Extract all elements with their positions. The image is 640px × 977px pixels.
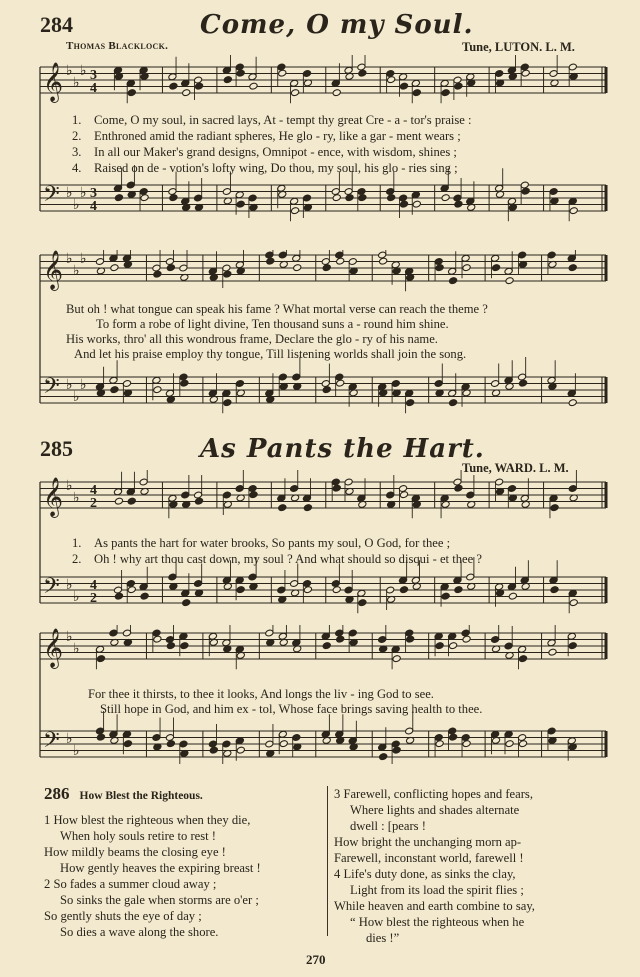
svg-text:♭: ♭ — [66, 377, 73, 393]
continuation-line: For thee it thirsts, to thee it looks, And longs the liv - ing God to see. — [88, 687, 434, 701]
svg-text:4: 4 — [90, 199, 97, 214]
continuation-285 — [88, 687, 482, 717]
hymn-title-286: How Blest the Righteous. — [79, 790, 203, 802]
svg-text:𝄞: 𝄞 — [43, 477, 64, 517]
svg-text:♭: ♭ — [66, 63, 73, 79]
continuation-line: But oh ! what tongue can speak his fame ? What mortal verse can reach the theme ? — [66, 302, 488, 316]
svg-text:♭: ♭ — [73, 389, 80, 405]
continuation-line: His works, thro' all this wondrous frame, Declare the glo - ry of his name. — [66, 332, 438, 346]
svg-text:4: 4 — [90, 483, 97, 498]
stanza-line: Farewell, inconstant world, farewell ! — [334, 851, 524, 865]
hymn-title-284: Come, O my Soul. — [200, 10, 474, 40]
svg-text:4: 4 — [90, 81, 97, 96]
hymn-number-284: 284 — [40, 12, 73, 37]
svg-text:♭: ♭ — [73, 490, 80, 506]
hymn-author-284: Thomas Blacklock. — [66, 40, 169, 52]
svg-text:♭: ♭ — [73, 641, 80, 657]
hymn-title-285: As Pants the Hart. — [200, 434, 485, 464]
stanza-line: Light from its load the spirit flies ; — [350, 883, 524, 897]
svg-text:♭: ♭ — [66, 478, 73, 494]
svg-text:♭: ♭ — [73, 197, 80, 213]
hymn-number-286: 286 — [44, 784, 70, 803]
stanza-line: So gently shuts the eye of day ; — [44, 909, 202, 923]
page-number: 270 — [306, 952, 326, 967]
svg-text:♭: ♭ — [66, 251, 73, 267]
stanza-line: How bright the unchanging morn ap- — [334, 835, 522, 849]
svg-text:♭: ♭ — [80, 251, 87, 267]
stanza-line: “ How blest the righteous when he — [350, 915, 525, 929]
svg-text:♭: ♭ — [80, 63, 87, 79]
column-divider — [327, 786, 328, 936]
stanza-line: How gently heaves the expiring breast ! — [60, 861, 261, 875]
continuation-line: To form a robe of light divine, Ten thousand suns a - round him shine. — [96, 317, 449, 331]
svg-text:2: 2 — [90, 591, 97, 606]
verse-line: 2. Oh ! why art thou cast down, my soul ? And what should so disqui - et thee ? — [72, 552, 482, 566]
stanza-line: 3 Farewell, conflicting hopes and fears, — [334, 787, 533, 801]
svg-text:♭: ♭ — [73, 263, 80, 279]
stanza-line: So sinks the gale when storms are o'er ; — [60, 893, 259, 907]
svg-text:♭: ♭ — [73, 589, 80, 605]
verse-line: 2. Enthroned amid the radiant spheres, He glo - ry, like a gar - ment wears ; — [72, 129, 461, 143]
svg-text:♭: ♭ — [80, 185, 87, 201]
svg-text:♭: ♭ — [66, 185, 73, 201]
stanza-line: Where lights and shades alternate — [350, 803, 520, 817]
svg-text:♭: ♭ — [66, 731, 73, 747]
svg-text:♭: ♭ — [66, 577, 73, 593]
svg-text:4: 4 — [90, 578, 97, 593]
verse-line: 1. Come, O my soul, in sacred lays, At - tempt thy great Cre - a - tor's praise : — [72, 113, 472, 127]
svg-text:𝄢: 𝄢 — [43, 728, 60, 758]
svg-text:𝄞: 𝄞 — [43, 250, 64, 290]
stanza-line: So dies a wave along the shore. — [60, 925, 219, 939]
svg-text:♭: ♭ — [73, 75, 80, 91]
stanza-line: When holy souls retire to rest ! — [60, 829, 216, 843]
svg-text:𝄢: 𝄢 — [43, 574, 60, 604]
svg-text:𝄢: 𝄢 — [43, 374, 60, 404]
svg-text:𝄢: 𝄢 — [43, 182, 60, 212]
hymn-286-left-column — [44, 812, 324, 940]
svg-text:♭: ♭ — [66, 629, 73, 645]
verses-284 — [72, 112, 472, 176]
stanza-line: How mildly beams the closing eye ! — [44, 845, 226, 859]
stanza-line: 2 So fades a summer cloud away ; — [44, 877, 217, 891]
continuation-line: And let his praise employ thy tongue, Till listening worlds shall join the song. — [74, 347, 467, 361]
continuation-284 — [66, 302, 488, 362]
stanza-line: 1 How blest the righteous when they die, — [44, 813, 251, 827]
hymn-286-heading — [44, 784, 203, 804]
stanza-line: 4 Life's duty done, as sinks the clay, — [334, 867, 516, 881]
stanza-line: dies !” — [366, 931, 400, 945]
verse-line: 4. Raised on de - votion's lofty wing, Do thou, my soul, his glo - ries sing ; — [72, 161, 458, 175]
verses-285 — [72, 535, 482, 567]
svg-text:♭: ♭ — [73, 743, 80, 759]
svg-text:𝄞: 𝄞 — [43, 628, 64, 668]
svg-text:3: 3 — [90, 68, 97, 83]
hymn-tune-285: Tune, WARD. L. M. — [462, 461, 569, 475]
svg-text:𝄞: 𝄞 — [43, 62, 64, 102]
stanza-line: dwell : [pears ! — [350, 819, 426, 833]
hymn-number-285: 285 — [40, 436, 73, 461]
continuation-line: Still hope in God, and him ex - tol, Whose face brings saving health to thee. — [100, 702, 483, 716]
verse-line: 1. As pants the hart for water brooks, So pants my soul, O God, for thee ; — [72, 536, 451, 550]
stanza-line: While heaven and earth combine to say, — [334, 899, 535, 913]
svg-text:3: 3 — [90, 186, 97, 201]
svg-text:♭: ♭ — [80, 377, 87, 393]
svg-text:2: 2 — [90, 496, 97, 511]
hymn-tune-284: Tune, LUTON. L. M. — [462, 40, 575, 54]
hymn-286-right-column — [334, 786, 614, 946]
verse-line: 3. In all our Maker's grand designs, Omnipot - ence, with wisdom, shines ; — [72, 145, 457, 159]
